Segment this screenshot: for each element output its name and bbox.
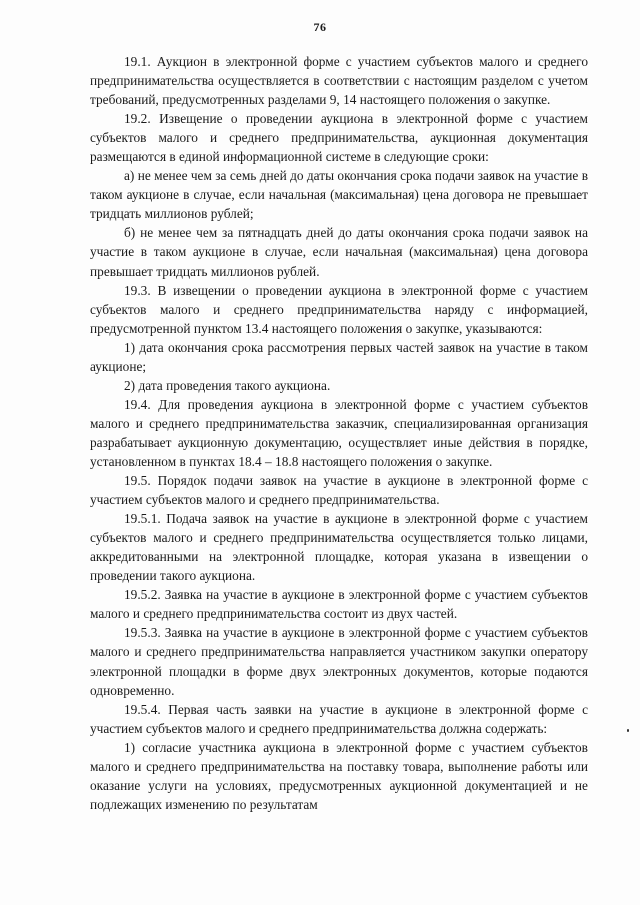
paragraph-19-3-2: 2) дата проведения такого аукциона. — [124, 377, 331, 393]
paragraph-19-5-4-1: 1) согласие участника аукциона в электронной форме с участием субъектов малого и среднего предпринимательства на поставку товара, выполнение работы или оказание услуги на условиях, предусмотренных аукционной документацией и не подлежащих изменению по результатам — [90, 739, 588, 812]
paragraph-19-5-3: 19.5.3. Заявка на участие в аукционе в электронной форме с участием субъектов малого и среднего предпринимательства направляется участником закупки оператору электронной площадки в форме двух электронных документов, которые подаются одновременно. — [90, 625, 588, 698]
paragraph-19-1: 19.1. Аукцион в электронной форме с участием субъектов малого и среднего предпринимательства осуществляется в соответствии с настоящим разделом с учетом требований, предусмотренных разделами 9, 14 настоящего положения о закупке. — [90, 54, 588, 108]
paragraph-19-3: 19.3. В извещении о проведении аукциона в электронной форме с участием субъектов малого и среднего предпринимательства наряду с информацией, предусмотренной пунктом 13.4 настоящего положения о закупке, указываются: — [90, 282, 588, 336]
paragraph-19-5-2: 19.5.2. Заявка на участие в аукционе в электронной форме с участием субъектов малого и среднего предпринимательства состоит из двух частей. — [90, 587, 588, 622]
paragraph-19-5-1: 19.5.1. Подача заявок на участие в аукционе в электронной форме с участием субъектов малого и среднего предпринимательства осуществляется только лицами, аккредитованными на электронной площадке, которая указана в извещении о проведении такого аукциона. — [90, 511, 588, 584]
paragraph-19-3-1: 1) дата окончания срока рассмотрения первых частей заявок на участие в таком аукционе; — [90, 339, 588, 374]
page-number: 76 — [313, 20, 327, 34]
paragraph-19-4: 19.4. Для проведения аукциона в электронной форме с участием субъектов малого и среднего предпринимательства заказчик, специализированная организация разрабатывает аукционную документацию, осуществляет иные действия в порядке, установленном в пунктах 18.4 – 18.8 настоящего положения о закупке. — [90, 396, 588, 469]
paragraph-19-5-4: 19.5.4. Первая часть заявки на участие в аукционе в электронной форме с участием субъектов малого и среднего предпринимательства должна содержать: — [90, 701, 588, 736]
paragraph-19-2-b: б) не менее чем за пятнадцать дней до даты окончания срока подачи заявок на участие в таком аукционе в случае, если начальная (максимальная) цена договора превышает тридцать миллионов рублей. — [90, 225, 588, 279]
paragraph-19-5: 19.5. Порядок подачи заявок на участие в аукционе в электронной форме с участием субъектов малого и среднего предпринимательства. — [90, 473, 588, 508]
paragraph-19-2-a: а) не менее чем за семь дней до даты окончания срока подачи заявок на участие в таком аукционе в случае, если начальная (максимальная) цена договора не превышает тридцать миллионов рублей; — [90, 168, 588, 222]
paragraph-19-2: 19.2. Извещение о проведении аукциона в электронной форме с участием субъектов малого и среднего предпринимательства, аукционная документация размещаются в единой информационной системе в следующие сроки: — [90, 111, 588, 165]
document-body — [90, 52, 588, 814]
scan-speck — [627, 729, 629, 732]
